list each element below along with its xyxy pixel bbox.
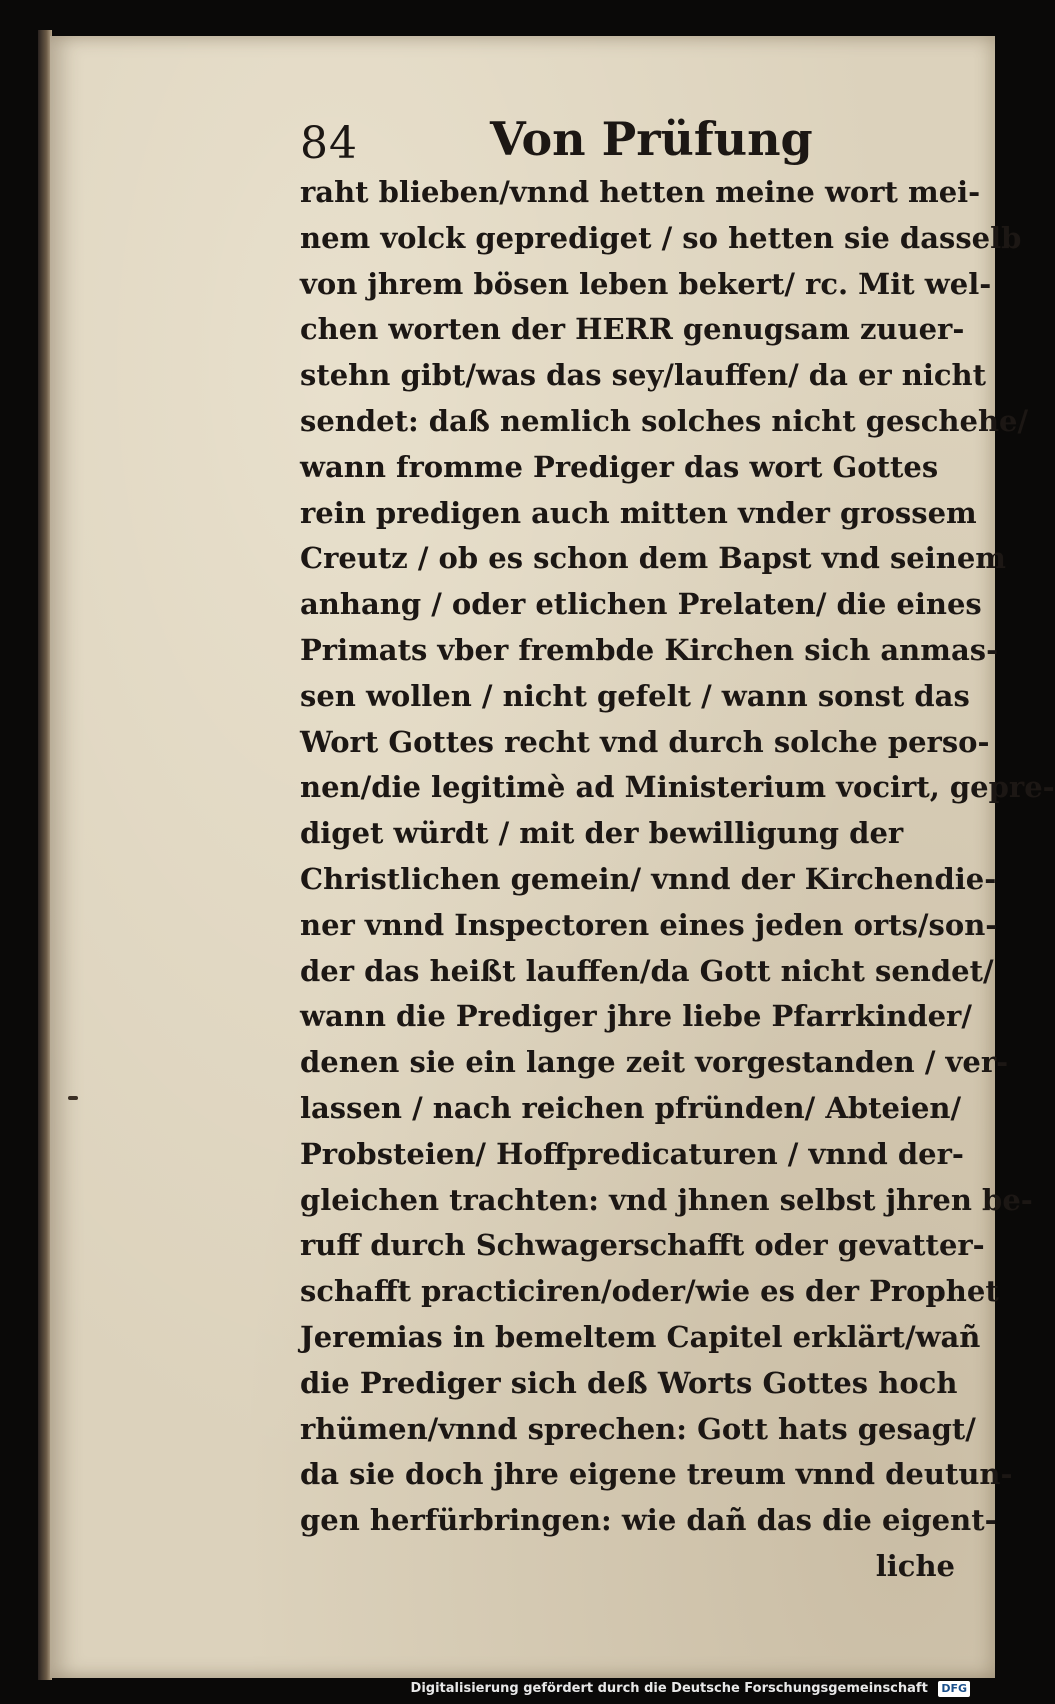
text-line: sen wollen / nicht gefelt / wann sonst das: [300, 678, 970, 713]
text-line: lassen / nach reichen pfründen/ Abteien/: [300, 1090, 962, 1125]
page-number: 84: [300, 118, 358, 169]
text-line: Christlichen gemein/ vnnd der Kirchendie-: [300, 861, 997, 896]
text-line: Jeremias in bemeltem Capitel erklärt/wañ: [300, 1319, 981, 1354]
text-line: wann die Prediger jhre liebe Pfarrkinder/: [300, 999, 972, 1034]
text-line: Primats vber frembde Kirchen sich anmas-: [300, 632, 999, 667]
text-line: rein predigen auch mitten vnder grossem: [300, 495, 977, 530]
text-line: anhang / oder etlichen Prelaten/ die eines: [300, 587, 982, 622]
text-line: der das heißt lauffen/da Gott nicht sendet/: [300, 953, 994, 988]
text-line: nem volck geprediget / so hetten sie dasselb: [300, 220, 1022, 255]
text-line: raht blieben/vnnd hetten meine wort mei-: [300, 175, 981, 209]
text-line: Probsteien/ Hoffpredicaturen / vnnd der-: [300, 1136, 964, 1171]
ink-mark: [68, 1096, 78, 1100]
text-line: schafft practiciren/oder/wie es der Prophet: [300, 1274, 999, 1309]
catchword: liche: [875, 1548, 955, 1583]
text-line: rhümen/vnnd sprechen: Gott hats gesagt/: [300, 1411, 976, 1446]
text-line: nen/die legitimè ad Ministerium vocirt, gepre-: [300, 770, 1055, 805]
text-line: wann fromme Prediger das wort Gottes: [300, 449, 939, 484]
text-line: gen herfürbringen: wie dañ das die eigent-: [300, 1503, 997, 1538]
running-head: Von Prüfung: [490, 112, 813, 166]
text-line: Wort Gottes recht vnd durch solche perso-: [300, 724, 990, 759]
funding-credit: Digitalisierung gefördert durch die Deutsche Forschungsgemeinschaft: [410, 1681, 928, 1696]
text-line: stehn gibt/was das sey/lauffen/ da er nicht: [300, 358, 987, 393]
text-line: chen worten der HERR genugsam zuuer-: [300, 312, 965, 347]
text-block: [300, 170, 1055, 1590]
text-line: von jhrem bösen leben bekert/ rc. Mit wel-: [300, 266, 992, 301]
text-line: sendet: daß nemlich solches nicht geschehe/: [300, 403, 1029, 438]
text-line: diget würdt / mit der bewilligung der: [300, 816, 904, 851]
text-line: Creutz / ob es schon dem Bapst vnd seinem: [300, 541, 1006, 576]
text-line: denen sie ein lange zeit vorgestanden / ver-: [300, 1045, 1009, 1080]
text-line: die Prediger sich deß Worts Gottes hoch: [300, 1365, 958, 1400]
text-line: da sie doch jhre eigene treum vnnd deutun-: [300, 1457, 1013, 1492]
text-line: gleichen trachten: vnd jhnen selbst jhren be-: [300, 1182, 1033, 1217]
text-line: ruff durch Schwagerschafft oder gevatter-: [300, 1228, 985, 1263]
digitization-footer: [411, 1678, 970, 1700]
text-line: ner vnnd Inspectoren eines jeden orts/son-: [300, 907, 998, 942]
dfg-logo: DFG: [938, 1681, 970, 1697]
